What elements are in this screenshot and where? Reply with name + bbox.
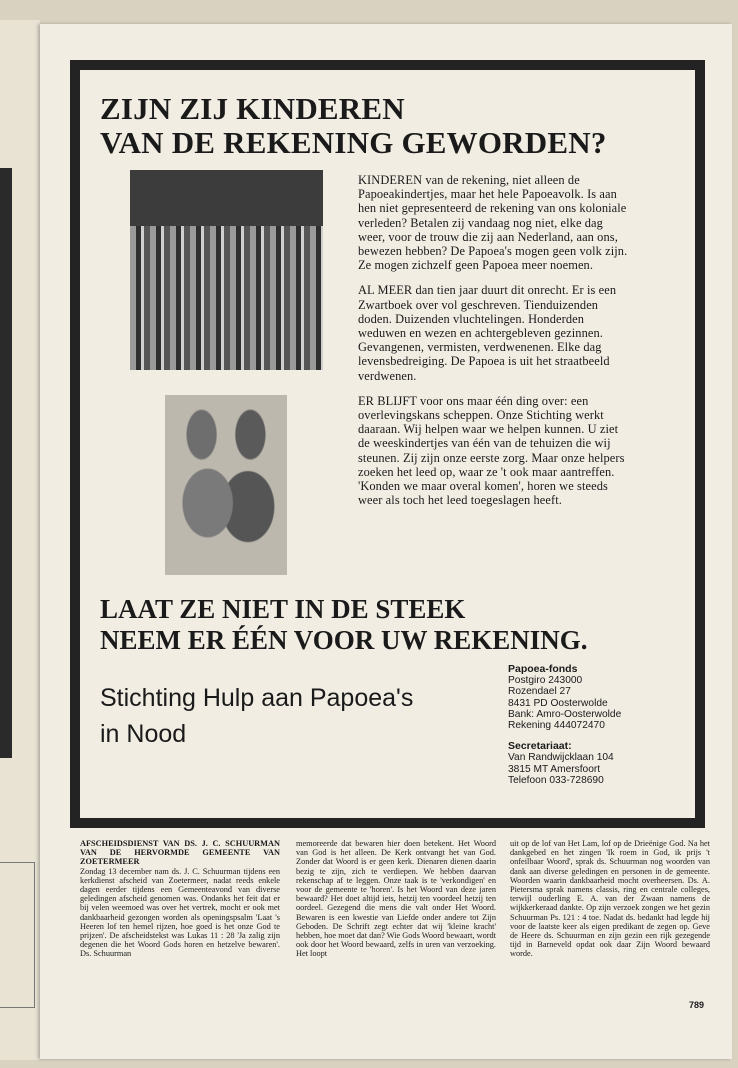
contact-block (508, 664, 688, 786)
fonds-line: Bank: Amro-Oosterwolde (508, 708, 622, 720)
advertisement-frame (70, 60, 705, 828)
article-column-1 (80, 839, 280, 959)
ad-slogan: LAAT ZE NIET IN DE STEEK NEEM ER ÉÉN VOOR UW REKENING. (100, 594, 588, 655)
magazine-page (40, 24, 732, 1059)
fonds-line: Postgiro 243000 (508, 675, 583, 687)
secretariaat-line: Telefoon 033-728690 (508, 774, 604, 786)
article-text: Zondag 13 december nam ds. J. C. Schuurman tijdens een kerkdienst afscheid van Zoetermeer, nadat reeds enkele dagen eerder tijdens een Gemeenteavond van diverse geledingen afscheid genomen was. Ondanks het feit dat er bij velen weemoed was over het vertrek, mocht er ook met dankbaarheid gezongen worden als openingspsalm 'Laat 's Heeren lof ten hemel rijzen, hoe goed is het onze God te prijzen'. De afscheidstekst was Lukas 11 : 28 'Ja zalig zijn degenen die het Woord Gods horen en hetzelve bewaren'. Ds. Schuurman (80, 866, 280, 959)
ad-paragraph: KINDEREN van de rekening, niet alleen de Papoeakindertjes, maar het hele Papoeavolk. Is aan hen niet gepresenteerd de rekening van ons koloniale verleden? Betalen zij vandaag nog niet, elke dag weer, voor de trouw die zij aan Nederland, aan ons, bewezen hebben? De Papoea's mogen geen volk zijn. Ze mogen zichzelf geen Papoea meer noemen. (358, 173, 628, 273)
secretariaat-line: Van Randwijcklaan 104 (508, 752, 614, 764)
article-column-2 (296, 839, 496, 959)
photo-children-group (130, 170, 323, 370)
facing-page-black-bar (0, 168, 12, 758)
ad-body-text (358, 173, 633, 518)
fonds-line: Rozendael 27 (508, 686, 571, 698)
article-text: uit op de lof van Het Lam, lof op de Drieënige God. Na het dankgebed en het zingen 'Ik roem in God, ik prijs 't onfeilbaar Woord', sprak ds. Schuurman nog woorden van dank aan diverse geledingen en personen in de gemeente. Woorden waarin dankbaarheid mocht overheersen. Ds. A. Pietersma sprak namens classis, ring en centrale colleges, terwijl ouderling E. A. van der Zwaan namens de wijkkerkeraad dankte. Op zijn verzoek zongen we het gezin Schuurman Ps. 121 : 4 toe. Nadat ds. bedankt had legde hij voor de laatste keer als eigen predikant de zegen op. Geve de Heere ds. Schuurman en zijn gezin een rijk gezegende tijd in Barneveld opdat ook daar Zijn Woord bewaard worde. (510, 839, 710, 959)
ad-headline: ZIJN ZIJ KINDEREN VAN DE REKENING GEWORDEN? (100, 91, 607, 160)
secretariaat-label: Secretariaat: (508, 740, 572, 753)
secretariaat-line: 3815 MT Amersfoort (508, 763, 601, 775)
photo-two-children (165, 395, 287, 575)
organization-name: Stichting Hulp aan Papoea's in Nood (100, 684, 414, 748)
fonds-label: Papoea-fonds (508, 663, 578, 675)
page-number: 789 (688, 1000, 704, 1010)
ad-paragraph: ER BLIJFT voor ons maar één ding over: een overlevingskans scheppen. Onze Stichting werkt daaraan. Wij helpen waar we helpen kunnen. U ziet de weeskindertjes van één van de tehuizen die wij steunen. Zij zijn onze eerste zorg. Maar onze helpers zoeken het leed op, waar ze 't ook maar aantreffen. 'Konden we maar overal komen', horen we steeds weer als toch het leed toegeslagen heeft. (358, 393, 625, 508)
article-text: memoreerde dat bewaren hier doen betekent. Het Woord van God is het alleen. De Kerk ontvangt het van God. Zonder dat Woord is er geen kerk. Dienaren dienen daarin bezig te zijn, zich te verdiepen. We hebben daarvan rekenschap af te leggen. Onze taak is te 'verkondigen' en voor de gemeente te 'horen'. Is het Woord van deze jaren bewaard? Het doet altijd iets, hetzij ten voordeel hetzij ten oordeel. Gezegend die mens die valt onder Het Woord. Bewaren is een kwestie van Liefde onder andere tot Zijn Geboden. De Schrift zegt echter dat wij 'kleine kracht' hebben, hoe moet dat dan? Wie Gods Woord bewaart, wordt ook door het Woord bewaard, zelfs in uren van verzoeking. Het loopt (296, 839, 496, 959)
article-column-3 (510, 839, 710, 959)
ad-paragraph: AL MEER dan tien jaar duurt dit onrecht. Er is een Zwartboek over vol geschreven. Tienduizenden doden. Duizenden vluchtelingen. Honderden weduwen en wezen en achtergebleven gezinnen. Gevangenen, vermisten, verdwenenen. Elke dag levensbedreiging. De Papoea is uit het straatbeeld verdwenen. (358, 283, 617, 383)
fonds-line: Rekening 444072470 (508, 720, 605, 732)
fonds-line: 8431 PD Oosterwolde (508, 697, 608, 709)
facing-page-box (0, 862, 35, 1008)
article-title: AFSCHEIDSDIENST VAN DS. J. C. SCHUURMAN VAN DE HERVORMDE GEMEENTE VAN ZOETERMEER (80, 839, 280, 867)
facing-page-edge (0, 20, 40, 1060)
